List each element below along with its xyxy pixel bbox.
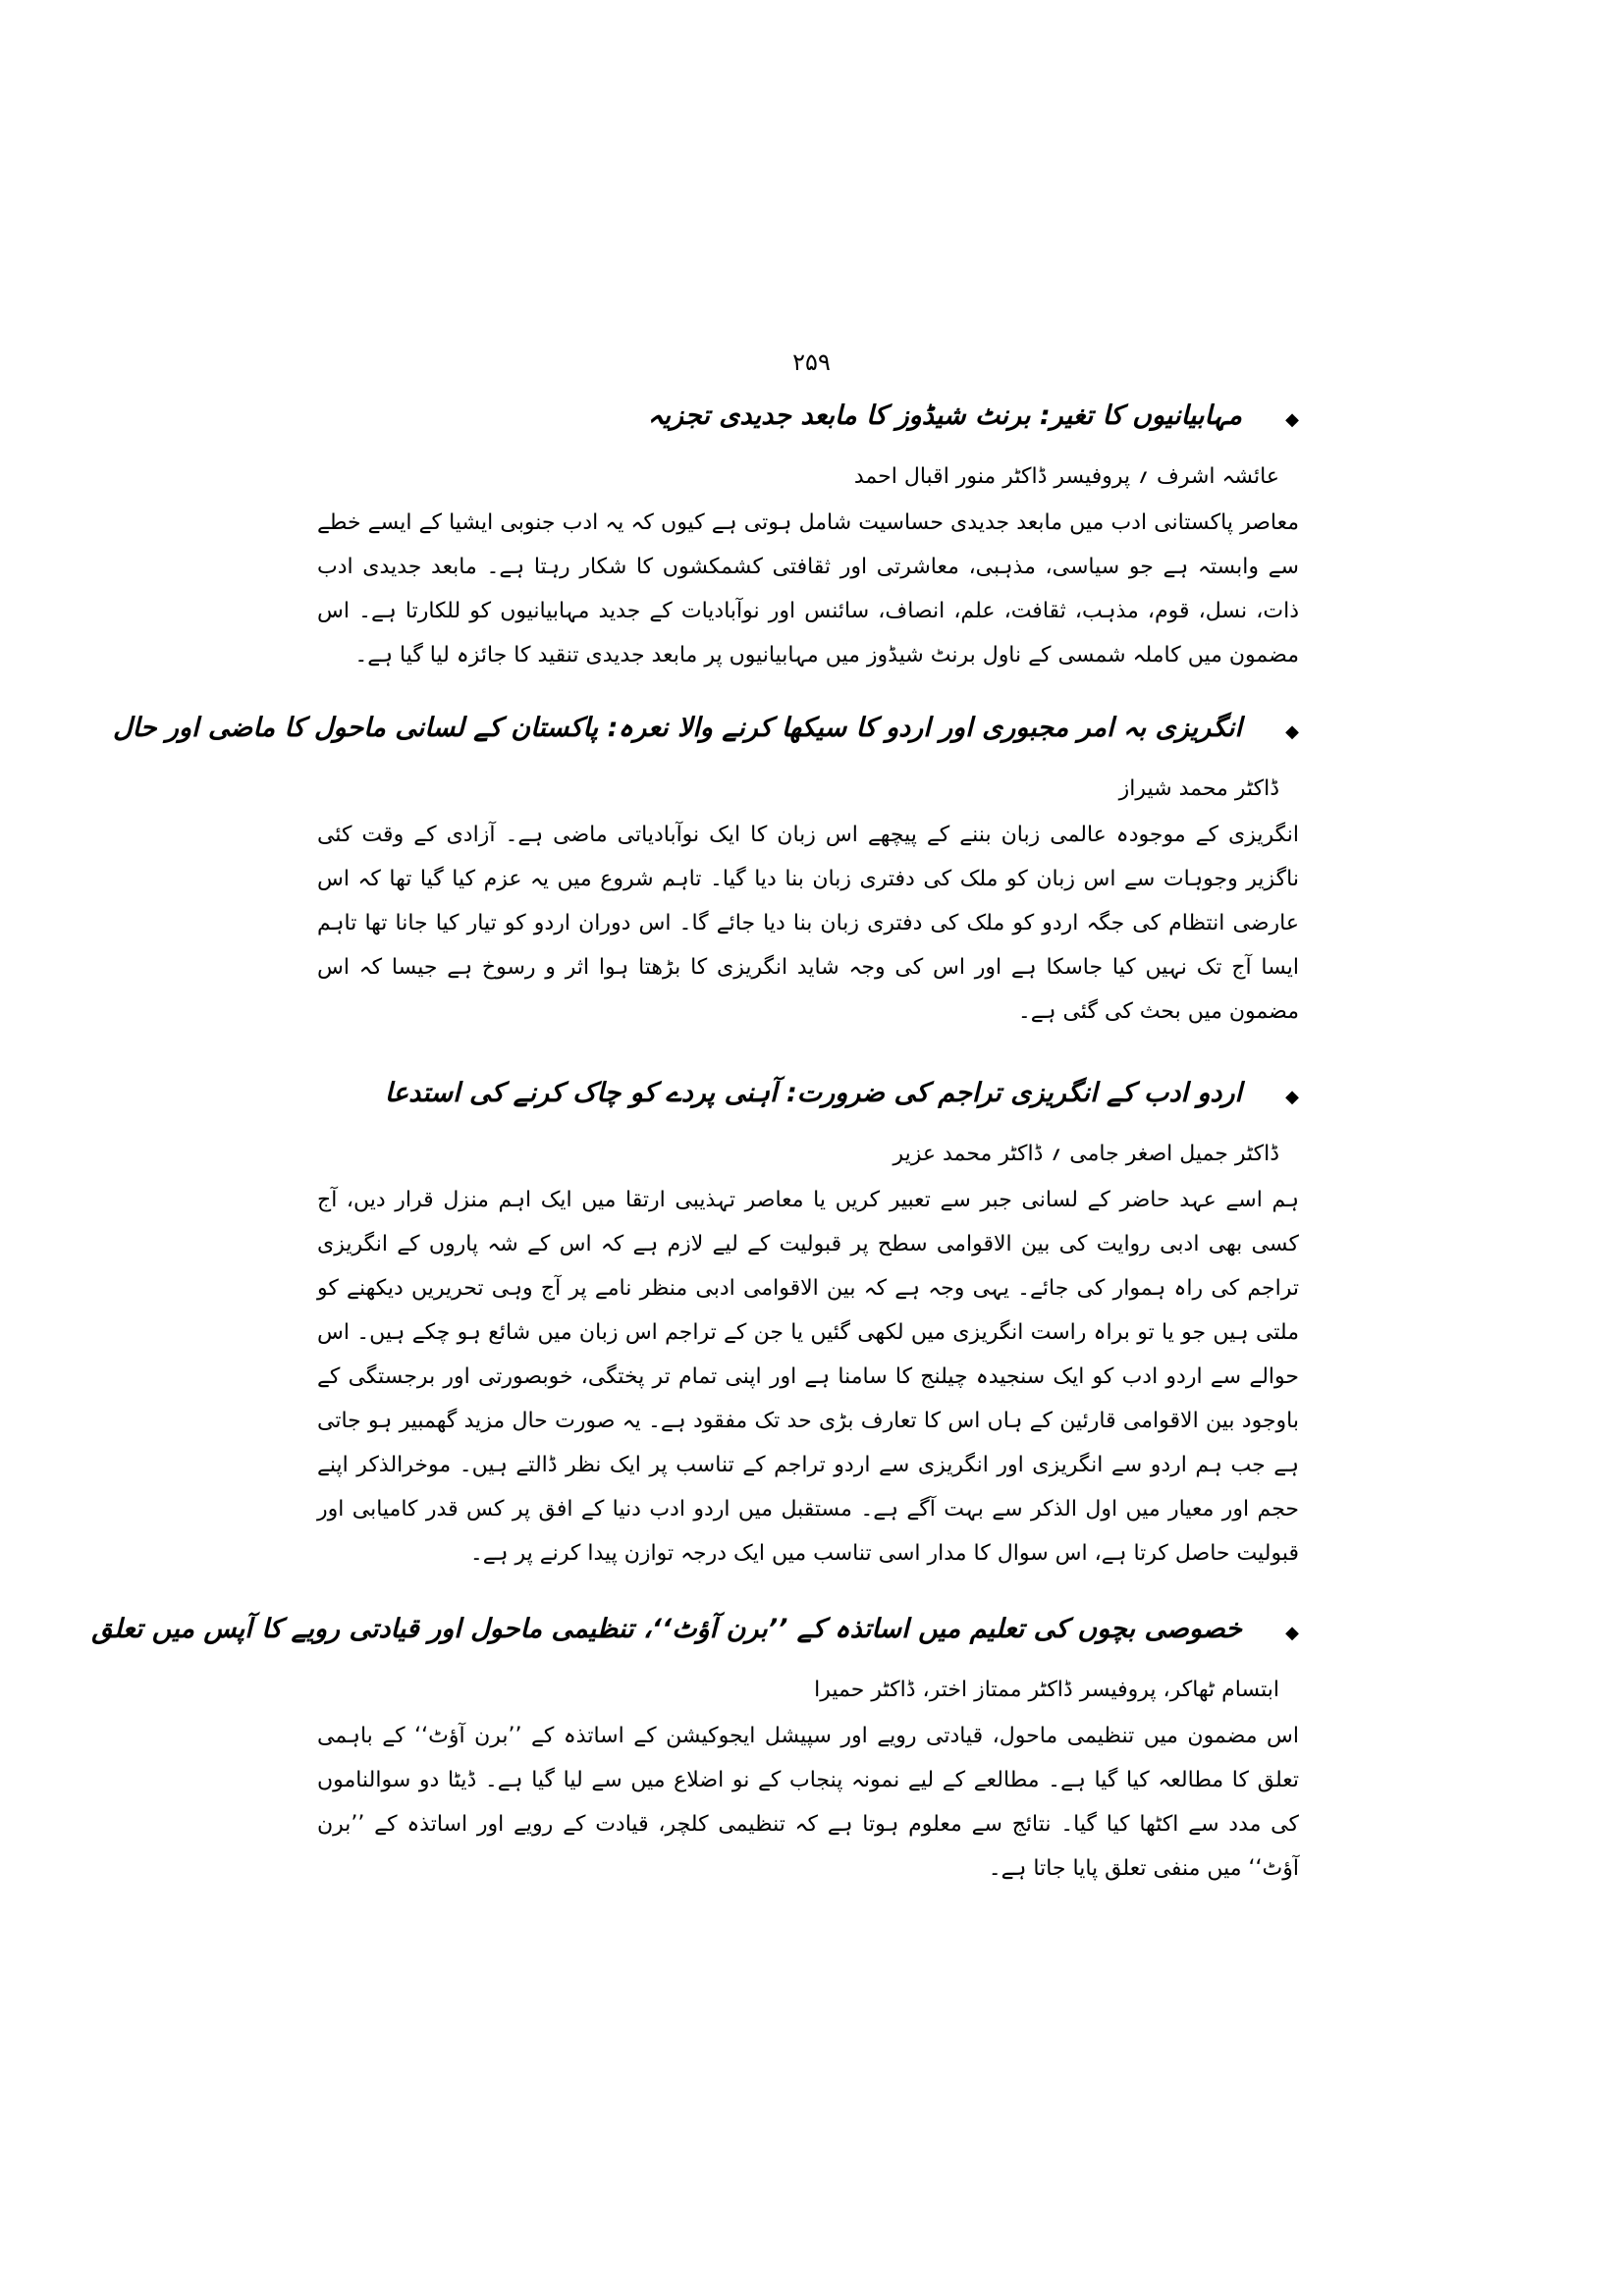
- page-number: ۲۵۹: [792, 348, 831, 376]
- article-title: [317, 1074, 1299, 1113]
- article-abstract: انگریزی کے موجودہ عالمی زبان بننے کے پیچھے اس زبان کا ایک نوآبادیاتی ماضی ہے۔ آزادی کے وقت کئی ناگزیر وجوہات سے اس زبان کو ملک کی دفتری زبان بنا دیا گیا۔ تاہم شروع میں یہ عزم کیا گیا تھا کہ اس عارضی انتظام کی جگہ اردو کو ملک کی دفتری زبان بنا دیا جائے گا۔ اس دوران اردو کو تیار کیا جانا تھا تاہم ایسا آج تک نہیں کیا جاسکا ہے اور اس کی وجہ شاید انگریزی کا بڑھتا ہوا اثر و رسوخ ہے جیسا کہ اس مضمون میں بحث کی گئی ہے۔: [317, 823, 1299, 1024]
- article-entry: [317, 1074, 1299, 1575]
- article-title: [113, 709, 1299, 748]
- article-title: [91, 1610, 1299, 1649]
- bullet-icon: ◆: [1285, 1087, 1299, 1107]
- bullet-icon: ◆: [1285, 721, 1299, 742]
- article-authors: ڈاکٹر محمد شیراز: [1118, 776, 1279, 801]
- article-entry: [317, 397, 1299, 677]
- article-authors: عائشہ اشرف ؍ پروفیسر ڈاکٹر منور اقبال احمد: [853, 464, 1279, 489]
- article-title-text: انگریزی بہ امر مجبوری اور اردو کا سیکھا کرنے والا نعرہ: پاکستان کے لسانی ماحول کا ماضی اور حال: [113, 713, 1242, 743]
- article-title-text: مہابیانیوں کا تغیر: برنٹ شیڈوز کا مابعد جدیدی تجزیہ: [647, 400, 1242, 431]
- article-authors: ابتسام ٹھاکر، پروفیسر ڈاکٹر ممتاز اختر، ڈاکٹر حمیرا: [814, 1678, 1279, 1702]
- article-authors: ڈاکٹر جمیل اصغر جامی ؍ ڈاکٹر محمد عزیر: [893, 1142, 1279, 1166]
- article-entry: [91, 1610, 1300, 1891]
- article-entry: [113, 709, 1299, 1034]
- article-title: [317, 397, 1299, 436]
- article-title-text: خصوصی بچوں کی تعلیم میں اساتذہ کے ’’برن آؤٹ‘‘، تنظیمی ماحول اور قیادتی رویے کا آپس میں تعلق: [91, 1614, 1242, 1644]
- bullet-icon: ◆: [1285, 409, 1299, 430]
- article-abstract: ہم اسے عہد حاضر کے لسانی جبر سے تعبیر کریں یا معاصر تہذیبی ارتقا میں ایک اہم منزل قرار دیں، آج کسی بھی ادبی روایت کی بین الاقوامی سطح پر قبولیت کے لیے لازم ہے کہ اس کے شہ پاروں کے انگریزی تراجم کی راہ ہموار کی جائے۔ یہی وجہ ہے کہ بین الاقوامی ادبی منظر نامے پر آج وہی تحریریں دیکھنے کو ملتی ہیں جو یا تو براہ راست انگریزی میں لکھی گئیں یا جن کے تراجم اس زبان میں شائع ہو چکے ہیں۔ اس حوالے سے اردو ادب کو ایک سنجیدہ چیلنج کا سامنا ہے اور اپنی تمام تر پختگی، خوبصورتی اور برجستگی کے باوجود بین الاقوامی قارئین کے ہاں اس کا تعارف بڑی حد تک مفقود ہے۔ یہ صورت حال مزید گھمبیر ہو جاتی ہے جب ہم اردو سے انگریزی اور انگریزی سے اردو تراجم کے تناسب پر ایک نظر ڈالتے ہیں۔ موخرالذکر اپنے حجم اور معیار میں اول الذکر سے بہت آگے ہے۔ مستقبل میں اردو ادب دنیا کے افق پر کس قدر کامیابی اور قبولیت حاصل کرتا ہے، اس سوال کا مدار اسی تناسب میں ایک درجہ توازن پیدا کرنے پر ہے۔: [317, 1188, 1299, 1566]
- article-abstract: معاصر پاکستانی ادب میں مابعد جدیدی حساسیت شامل ہوتی ہے کیوں کہ یہ ادب جنوبی ایشیا کے ایسے خطے سے وابستہ ہے جو سیاسی، مذہبی، معاشرتی اور ثقافتی کشمکشوں کا شکار رہتا ہے۔ مابعد جدیدی ادب ذات، نسل، قوم، مذہب، ثقافت، علم، انصاف، سائنس اور نوآبادیات کے جدید مہابیانیوں کو للکارتا ہے۔ اس مضمون میں کاملہ شمسی کے ناول برنٹ شیڈوز میں مہابیانیوں پر مابعد جدیدی تنقید کا جائزہ لیا گیا ہے۔: [317, 510, 1299, 667]
- bullet-icon: ◆: [1285, 1623, 1299, 1643]
- article-abstract: اس مضمون میں تنظیمی ماحول، قیادتی رویے اور سپیشل ایجوکیشن کے اساتذہ کے ’’برن آؤٹ‘‘ کے باہمی تعلق کا مطالعہ کیا گیا ہے۔ مطالعے کے لیے نمونہ پنجاب کے نو اضلاع میں سے لیا گیا ہے۔ ڈیٹا دو سوالناموں کی مدد سے اکٹھا کیا گیا۔ نتائج سے معلوم ہوتا ہے کہ تنظیمی کلچر، قیادت کے رویے اور اساتذہ کے ’’برن آؤٹ‘‘ میں منفی تعلق پایا جاتا ہے۔: [317, 1724, 1300, 1881]
- article-title-text: اردو ادب کے انگریزی تراجم کی ضرورت: آہنی پردے کو چاک کرنے کی استدعا: [384, 1078, 1242, 1108]
